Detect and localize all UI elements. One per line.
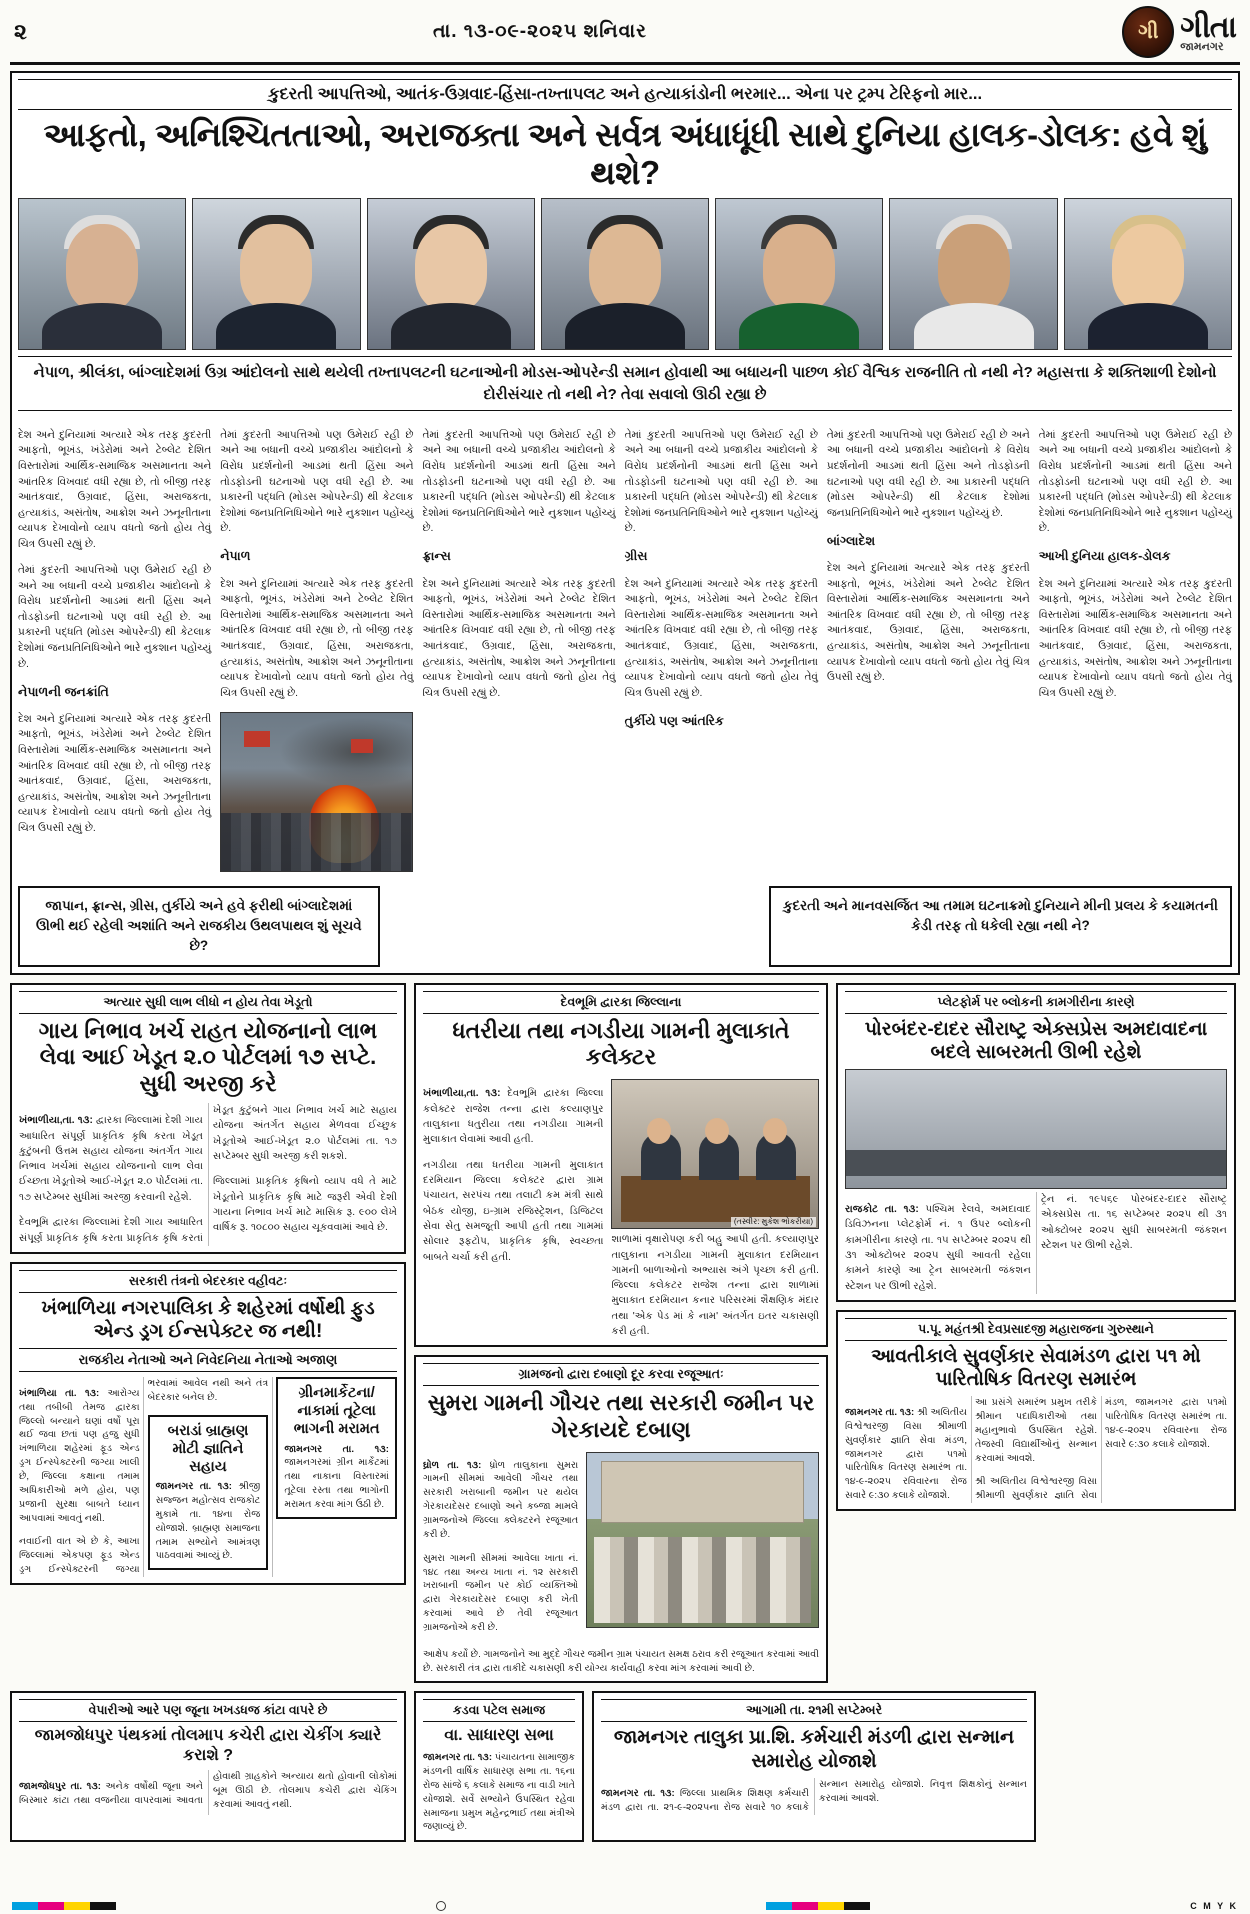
lead-para-3: દેશ અને દુનિયામાં અત્યારે એક તરફ કુદરતી આફતો, ભૂખંડ, ખંડેરોમાં અને ટેબ્લેટ દેશિત વિસ્તારોમાં આર્થિક-સમાજિક અસમાનતા અને આંતરિક વિખવાદ વધી રહ્યા છે, તો બીજી તરફ આતંકવાદ, ઉગ્રવાદ, હિંસા, અરાજકતા, હત્યાકાંડ, અસંતોષ, આક્રોશ અને ઝનૂનીતાના વ્યાપક દેખાવોનો વ્યાપ વધતો જતો હોય તેવું ચિત્ર ઉપસી રહ્યું છે. [18, 713, 212, 835]
portrait-india-leader [889, 198, 1057, 350]
devpashaji-para-3: શ્રી અલિતીય વિશ્વેશ્વરજી વિસા શ્રીમાળી સુવર્ણકાર જ્ઞાતિ સેવા મંડળ, જામનગર દ્વારા ૫૧મો પારિતોષિક વિતરણ સમારંભ તા. ૧૪-૯-૨૦૨૫ રવિવારના રોજ સવારે ૯:૩૦ કલાકે યોજાશે. [975, 1397, 1227, 1502]
article-jamnagar-taluka-award [592, 1691, 1036, 1842]
lead-quote-right: કુદરતી અને માનવસર્જિત આ તમામ ઘટનાક્રમો દુનિયાને મીની પ્રલય કે કયામતની કેડી તરફ તો ધકેલી રહ્યા નથી ને? [769, 886, 1232, 967]
jamjodhpur-body [19, 1770, 397, 1814]
lead-para-1: દેશ અને દુનિયામાં અત્યારે એક તરફ કુદરતી આફતો, ભૂખંડ, ખંડેરોમાં અને ટેબ્લેટ દેશિત વિસ્તારોમાં આર્થિક-સમાજિક અસમાનતા અને આંતરિક વિખવાદ વધી રહ્યા છે, તો બીજી તરફ આતંકવાદ, ઉગ્રવાદ, હિંસા, અરાજકતા, હત્યાકાંડ, અસંતોષ, આક્રોશ અને ઝનૂનીતાના વ્યાપક દેખાવોનો વ્યાપ વધતો જતો હોય તેવું ચિત્ર ઉપસી રહ્યું છે. [18, 429, 212, 551]
logo-title: ગીતા [1180, 10, 1236, 44]
lead-para-4: તેમાં કુદરતી આપત્તિઓ પણ ઉમેરાઈ રહી છે અને આ બધાની વચ્ચે પ્રજાકીય આંદોલનો કે વિરોધ પ્રદર્શનોની આડમાં થતી હિંસા અને તોડફોડની ઘટનાઓ પણ વધી રહી છે. આ પ્રકારની પદ્ધતિ (મોડસ ઓપરેન્ડી) થી કેટલાક દેશોમાં જનપ્રતિનિધિઓને ભારે નુકશાન પહોંચ્યું છે. [220, 429, 414, 535]
khambhaliya-body [19, 1377, 397, 1577]
khambhaliya-para-2: નવાઈની વાત એ છે કે, આખા જિલ્લામાં એકપણ ફૂડ એન્ડ ડ્રગ ઈન્સ્પેક્ટરની જગ્યા ભરવામાં આવેલ નથી અને તંત્ર બેદરકાર બનેલ છે. [19, 1378, 269, 1576]
dwarka-photo-credit: (તસ્વીર: મુકેશ ભોકરીયા) [731, 1217, 816, 1227]
sumra-para-3: આક્ષેપ કર્યો છે. ગામજનોને આ મુદ્દે ગૌચર જમીન ગ્રામ પંચાયત સમક્ષ ઠરાવ કરી રજૂઆત કરવામાં આવી છે. સરકારી તંત્ર દ્વારા તાકીદે ચકાસણી કરી યોગ્ય કાર્યવાહી કરવા માંગ કરવામાં આવી છે. [423, 1648, 819, 1674]
photo-sumra-villagers [586, 1452, 819, 1628]
sadharan-body [423, 1751, 575, 1834]
lead-para-6: તેમાં કુદરતી આપત્તિઓ પણ ઉમેરાઈ રહી છે અને આ બધાની વચ્ચે પ્રજાકીય આંદોલનો કે વિરોધ પ્રદર્શનોની આડમાં થતી હિંસા અને તોડફોડની ઘટનાઓ પણ વધી રહી છે. આ પ્રકારની પદ્ધતિ (મોડસ ઓપરેન્ડી) થી કેટલાક દેશોમાં જનપ્રતિનિધિઓને ભારે નુકશાન પહોંચ્યું છે. [422, 429, 616, 535]
porbandar-para-2: ટ્રેન નં. ૧૯૫૬૯ પોરબંદર-દાદર સૌરાષ્ટ્ર એક્સપ્રેસ તા. ૧૬ સપ્ટેમ્બર ૨૦૨૫ થી ૩૧ ઓક્ટોબર ૨૦૨૫ સુધી સાબરમતી જંકશન સ્ટેશન પર ઊભી રહેશે. [1041, 1193, 1227, 1251]
jamjodhpur-dateline: જામજોધપુર તા. ૧૩: [19, 1781, 101, 1793]
cmyk-label: C M Y K [1190, 1901, 1238, 1911]
article-dwarka-collector [414, 983, 828, 1348]
logo-subtitle: જામનગર [1180, 40, 1224, 53]
barad-headline: બરાડાં બ્રાહ્મણ મોટી જ્ઞાતિને સહાય [167, 1422, 249, 1475]
sumra-body-left [423, 1449, 578, 1645]
taluka-award-dateline: જામનગર તા. ૧૩: [601, 1788, 675, 1800]
logo-emblem-icon: ગી [1122, 6, 1174, 58]
jamjodhpur-kicker: વેપારીઓ આરે પણ જૂના ખખડધજ કાંટા વાપરે છે [19, 1699, 397, 1722]
devpashaji-headline: આવતીકાલે સુવર્ણકાર સેવામંડળ દ્વારા ૫૧ મો પારિતોષિક વિતરણ સમારંભ [871, 1345, 1201, 1391]
portrait-japan-leader [192, 198, 360, 350]
lead-para-9: દેશ અને દુનિયામાં અત્યારે એક તરફ કુદરતી આફતો, ભૂખંડ, ખંડેરોમાં અને ટેબ્લેટ દેશિત વિસ્તારોમાં આર્થિક-સમાજિક અસમાનતા અને આંતરિક વિખવાદ વધી રહ્યા છે, તો બીજી તરફ આતંકવાદ, ઉગ્રવાદ, હિંસા, અરાજકતા, હત્યાકાંડ, અસંતોષ, આક્રોશ અને ઝનૂનીતાના વ્યાપક દેખાવોનો વ્યાપ વધતો જતો હોય તેવું ચિત્ર ઉપસી રહ્યું છે. [624, 578, 818, 699]
dwarka-kicker: દેવભૂમિ દ્વારકા જિલ્લાના [423, 991, 819, 1014]
column-middle [414, 983, 828, 1684]
dwarka-para-1: દેવભૂમિ દ્વારકા જિલ્લા કલેક્ટર રાજેશ તન્ના દ્વારા કલ્યાણપુર તાલુકાના ધતુરીયા તથા નગડીયા ગામની મુલાકાત લેવામાં આવી હતી. [423, 1088, 604, 1146]
greenkanta-dateline: જામનગર તા. ૧૩: [284, 1443, 389, 1455]
middle-section [10, 983, 1240, 1684]
porbandar-para-1: પશ્ચિમ રેલવે, અમદાવાદ ડિવિઝનના પ્લેટફોર્મ નં. ૧ ઉપર બ્લોકની કામગીરીના કારણે તા. ૧૫ સપ્ટેમ્બર ૨૦૨૫ થી ૩૧ ઓક્ટોબર ૨૦૨૫ સુધી આવતી રહેલા કામને કારણે આ ટ્રેન સાબરમતી જંકશન સ્ટેશન પર ઊભી રહેશે. [845, 1204, 1031, 1292]
lead-quote-row [18, 880, 1232, 967]
dwarka-headline: ધતરીયા તથા નગડીયા ગામની મુલાકાતે કલેક્ટર [452, 1017, 790, 1070]
masthead-logo [1006, 6, 1236, 58]
porbandar-body [845, 1192, 1227, 1294]
portrait-nepal-leader [18, 198, 186, 350]
lead-para-11: દેશ અને દુનિયામાં અત્યારે એક તરફ કુદરતી આફતો, ભૂખંડ, ખંડેરોમાં અને ટેબ્લેટ દેશિત વિસ્તારોમાં આર્થિક-સમાજિક અસમાનતા અને આંતરિક વિખવાદ વધી રહ્યા છે, તો બીજી તરફ આતંકવાદ, ઉગ્રવાદ, હિંસા, અરાજકતા, હત્યાકાંડ, અસંતોષ, આક્રોશ અને ઝનૂનીતાના વ્યાપક દેખાવોનો વ્યાપ વધતો જતો હોય તેવું ચિત્ર ઉપસી રહ્યું છે. [826, 562, 1030, 684]
lead-kicker: કુદરતી આપત્તિઓ, આતંક-ઉગ્રવાદ-હિંસા-તખ્તાપલટ અને હત્યાકાંડોની ભરમાર... એના પર ટ્રમ્પ ટેરિફનો માર... [18, 79, 1232, 110]
cow-subsidy-para-1: દ્વારકા જિલ્લામાં દેશી ગાય આધારિત સંપૂર્ણ પ્રાકૃતિક કૃષિ કરતા ખેડૂત કુટુંબની ઉત્તમ સહાય યોજના અંતર્ગત ગાય નિભાવ ખર્ચમાં સહાય યોજનાનો લાભ લેવા ઈચ્છતા ખેડૂતોએ આઈ-ખેડૂત ૨.૦ પોર્ટલમાં તા. ૧૭ સપ્ટેમ્બર સુધીમાં અરજી કરવાની રહેશે. [19, 1115, 203, 1203]
article-greenkanta-bridge [276, 1377, 397, 1519]
cow-subsidy-para-3: જિલ્લામાં પ્રાકૃતિક કૃષિનો વ્યાપ વધે તે માટે ખેડૂતોને પ્રાકૃતિક કૃષિ માટે જરૂરી એવી દેશી ગાયના નિભાવ ખર્ચ માટે માસિક રૂ. ૯૦૦ લેખે વાર્ષિક રૂ. ૧૦૮૦૦ સહાય ચૂકવવામાં આવે છે. [213, 1176, 397, 1234]
article-porbandar-express [836, 983, 1236, 1302]
dwarka-dateline: ખંભાળીયા,તા. ૧૩: [423, 1088, 501, 1100]
porbandar-headline: પોરબંદર-દાદર સૌરાષ્ટ્ર એક્સપ્રેસ અમદાવાદના બદલે સાબરમતી ઊભી રહેશે [864, 1018, 1208, 1063]
devpashaji-para-1: શ્રી અલિતીય વિશ્વેશ્વરજી વિસા શ્રીમાળી સુવર્ણકાર જ્ઞાતિ સેવા મંડળ, જામનગર દ્વારા ૫૧મો પારિતોષિક વિતરણ સમારંભ તા. ૧૪-૯-૨૦૨૫ રવિવારના રોજ સવારે ૯:૩૦ કલાકે યોજાશે. [845, 1406, 968, 1502]
taluka-award-kicker: આગામી તા. ૨૧મી સપ્ટેમ્બરે [601, 1699, 1027, 1722]
barad-body: શ્રીજી સજ્જન મહોત્સવ રાજકોટ મુકામે તા. ૧૪ના રોજ યોજાશે. બ્રાહ્મણ સમાજના તમામ સભ્યોને આમંત્રણ પાઠવવામાં આવ્યું છે. [155, 1480, 261, 1562]
sumra-para-2: સુમરા ગામની સીમમાં આવેલા ખાતા નં. ૧૪૮ તથા અન્ય ખાતા નં. ૧૨ સરકારી ખરાબાની જમીન પર કોઈ વ્યક્તિઓ દ્વારા ગેરકાયદેસર દબાણ કરી ખેતી કરવામાં આવે છે તેવી રજૂઆત ગ્રામજનોએ કરી છે. [423, 1552, 579, 1634]
jamjodhpur-para-1: અનેક વર્ષોથી જૂના અને બિસ્માર કાંટા તથા વજનીયા વાપરવામાં આવતા હોવાથી ગ્રાહકોને અન્યાય થતો હોવાની લોકોમાં બૂમ ઊઠી છે. તોલમાપ કચેરી દ્વારા ચેકિંગ કરવામાં આવતું નથી. [19, 1771, 397, 1811]
sumra-headline: સુમરા ગામની ગૌચર તથા સરકારી જમીન પર ગેરકાયદે દબાણ [427, 1390, 815, 1443]
subheading-bangladesh: બાંગ્લાદેશ [826, 533, 876, 548]
portrait-france-leader [367, 198, 535, 350]
khambhaliya-kicker: સરકારી તંત્રનો બેદરકાર વહીવટઃ [19, 1270, 397, 1293]
article-sadharan-sabha [414, 1691, 584, 1842]
sadharan-dateline: જામનગર તા. ૧૩: [423, 1751, 493, 1763]
greenkanta-headline: ગ્રીનમાર્કેટના/નાકામાં તૂટેલા ભાગની મરામત [293, 1385, 380, 1438]
devpashaji-dateline: જામનગર તા. ૧૩: [845, 1406, 915, 1418]
sumra-kicker: ગ્રામજનો દ્વારા દબાણો દૂર કરવા રજૂઆતઃ [423, 1363, 819, 1386]
article-sumra-village [414, 1355, 828, 1683]
lead-quote-left: જાપાન, ફ્રાન્સ, ગ્રીસ, તુર્કીયે અને હવે ફરીથી બાંગ્લાદેશમાં ઊભી થઈ રહેલી અશાંતિ અને રાજકીય ઉથલપાથલ શું સૂચવે છે? [18, 886, 380, 967]
article-khambhaliya-inspector [10, 1262, 406, 1585]
column-left [10, 983, 406, 1684]
masthead [10, 6, 1240, 65]
sadharan-para-1: પંચાયતના સામાજીક મંડળની વાર્ષિક સાધારણ સભા તા. ૧૬ના રોજ સાંજે ૬ કલાકે સમાજ ના વાડી ખાતે યોજાશે. સર્વે સભ્યોને ઉપસ્થિત રહેવા સમાજના પ્રમુખ મહેન્દ્રભાઈ તથા મંત્રીએ જણાવ્યું છે. [423, 1751, 575, 1833]
portrait-usa-leader [1064, 198, 1232, 350]
subheading-turkey: તુર્કીયે પણ આંતરિક [624, 713, 724, 728]
cow-subsidy-dateline: ખંભાળીયા,તા. ૧૩: [19, 1115, 93, 1127]
registration-mark-icon [436, 1901, 446, 1911]
photo-railway-platform [845, 1069, 1227, 1189]
masthead-date: તા. ૧૩-૦૯-૨૦૨૫ શનિવાર [432, 21, 648, 42]
lead-column-2 [220, 417, 413, 875]
column-right [836, 983, 1236, 1684]
khambhaliya-para-1: આરોગ્ય તથા તબીબી તેમજ દ્વારકા જિલ્લો બન્યાને ઘણાં વર્ષો પૂરા થઈ જવા છતાં પણ હજુ સુધી ખંભાળિયા શહેરમાં ફૂડ એન્ડ ડ્રગ ઈન્સ્પેક્ટરની જગ્યા ખાલી છે, જિલ્લા કક્ષાના તમામ અધિકારીઓ મળે હોય, પણ પ્રજાની સુરક્ષા બાબતે ધ્યાન આપવામાં આવતું નથી. [19, 1387, 140, 1524]
article-jamjodhpur-weights [10, 1691, 406, 1842]
page-number: ૨ [14, 19, 27, 44]
photo-collector-meeting [611, 1079, 819, 1229]
lead-column-5 [827, 417, 1030, 875]
lead-column-6 [1039, 417, 1232, 875]
taluka-award-para-1: જિલ્લા પ્રાથમિક શિક્ષણ કર્મચારી મંડળ દ્વારા તા. ૨૧-૯-૨૦૨૫ના રોજ સવારે ૧૦ કલાકે સન્માન સમારોહ યોજાશે. નિવૃત્ત શિક્ષકોનું સન્માન કરવામાં આવશે. [601, 1778, 1027, 1814]
lead-para-5: દેશ અને દુનિયામાં અત્યારે એક તરફ કુદરતી આફતો, ભૂખંડ, ખંડેરોમાં અને ટેબ્લેટ દેશિત વિસ્તારોમાં આર્થિક-સમાજિક અસમાનતા અને આંતરિક વિખવાદ વધી રહ્યા છે, તો બીજી તરફ આતંકવાદ, ઉગ્રવાદ, હિંસા, અરાજકતા, હત્યાકાંડ, અસંતોષ, આક્રોશ અને ઝનૂનીતાના વ્યાપક દેખાવોનો વ્યાપ વધતો જતો હોય તેવું ચિત્ર ઉપસી રહ્યું છે. [220, 578, 414, 699]
lead-story [10, 71, 1240, 975]
cow-subsidy-kicker: અત્યાર સુધી લાભ લીધો ન હોય તેવા ખેડૂતો [19, 991, 397, 1014]
porbandar-dateline: રાજકોટ તા. ૧૩: [845, 1204, 919, 1216]
lead-para-12: તેમાં કુદરતી આપત્તિઓ પણ ઉમેરાઈ રહી છે અને આ બધાની વચ્ચે પ્રજાકીય આંદોલનો કે વિરોધ પ્રદર્શનોની આડમાં થતી હિંસા અને તોડફોડની ઘટનાઓ પણ વધી રહી છે. આ પ્રકારની પદ્ધતિ (મોડસ ઓપરેન્ડી) થી કેટલાક દેશોમાં જનપ્રતિનિધિઓને ભારે નુકશાન પહોંચ્યું છે. [1038, 429, 1232, 535]
photo-nepal-protest [220, 712, 413, 872]
color-bars-right [766, 1902, 870, 1910]
lead-portrait-row [18, 198, 1232, 350]
khambhaliya-headline: ખંભાળિયા નગરપાલિકા કે શહેરમાં વર્ષોથી ફુડ એન્ડ ડ્રગ ઈન્સપેક્ટર જ નથી! [41, 1297, 375, 1342]
lead-column-3 [422, 417, 615, 875]
lead-para-13: દેશ અને દુનિયામાં અત્યારે એક તરફ કુદરતી આફતો, ભૂખંડ, ખંડેરોમાં અને ટેબ્લેટ દેશિત વિસ્તારોમાં આર્થિક-સમાજિક અસમાનતા અને આંતરિક વિખવાદ વધી રહ્યા છે, તો બીજી તરફ આતંકવાદ, ઉગ્રવાદ, હિંસા, અરાજકતા, હત્યાકાંડ, અસંતોષ, આક્રોશ અને ઝનૂનીતાના વ્યાપક દેખાવોનો વ્યાપ વધતો જતો હોય તેવું ચિત્ર ઉપસી રહ્યું છે. [1038, 578, 1232, 699]
khambhaliya-subhead: રાજકીય નેતાઓ અને નિવેદનિયા નેતાઓ અજાણ [19, 1348, 397, 1372]
article-barad-brahmin [148, 1415, 269, 1571]
bottom-section [10, 1691, 1240, 1842]
print-registration-bar [0, 1900, 1250, 1912]
subheading-greece: ગ્રીસ [624, 549, 648, 564]
dwarka-para-3: શાળામાં વૃક્ષારોપણ કરી બહુ આપી હતી. કલ્યાણપુર તાલુકાના નગડીયા ગામની મુલાકાત દરમિયાન ગામની બાળાઓનો અભ્યાસ અંગે પૃચ્છા કરી હતી. જિલ્લા કલેકટર રાજેશ તન્ના દ્વારા શાળામાં મુલાકાત દરમિયાન કનાર પરિસરમાં શૈક્ષણિક મંદાર તથા 'એક પેડ માં કે નામ' અંતર્ગત ઇતર ચકાસણી કરી હતી. [611, 1234, 819, 1338]
lead-para-2: તેમાં કુદરતી આપત્તિઓ પણ ઉમેરાઈ રહી છે અને આ બધાની વચ્ચે પ્રજાકીય આંદોલનો કે વિરોધ પ્રદર્શનોની આડમાં થતી હિંસા અને તોડફોડની ઘટનાઓ પણ વધી રહી છે. આ પ્રકારની પદ્ધતિ (મોડસ ઓપરેન્ડી) થી કેટલાક દેશોમાં જનપ્રતિનિધિઓને ભારે નુકશાન પહોંચ્યું છે. [18, 565, 212, 670]
portrait-bangladesh-leader [715, 198, 883, 350]
subheading-nepal: નેપાળ [220, 549, 251, 564]
jamjodhpur-headline: જામજોધપુર પંથકમાં તોલમાપ કચેરી દ્વારા ચેકીંગ ક્યારે કરાશે ? [34, 1727, 382, 1764]
sumra-dateline: ઘ્રોળ તા. ૧૩: [423, 1459, 482, 1471]
lead-para-8: તેમાં કુદરતી આપત્તિઓ પણ ઉમેરાઈ રહી છે અને આ બધાની વચ્ચે પ્રજાકીય આંદોલનો કે વિરોધ પ્રદર્શનોની આડમાં થતી હિંસા અને તોડફોડની ઘટનાઓ પણ વધી રહી છે. આ પ્રકારની પદ્ધતિ (મોડસ ઓપરેન્ડી) થી કેટલાક દેશોમાં જનપ્રતિનિધિઓને ભારે નુકશાન પહોંચ્યું છે. [624, 429, 818, 535]
cow-subsidy-body [19, 1103, 397, 1246]
article-devpashaji-award [836, 1310, 1236, 1511]
lead-column-4 [625, 417, 818, 875]
subheading-france: ફ્રાન્સ [422, 549, 451, 564]
portrait-turkey-leader [541, 198, 709, 350]
sumra-para-1: ધ્રોળ તાલુકાના સુમરા ગામની સીમમાં આવેલી ગૌચર તથા સરકારી ખરાબાની જમીન પર થયેલ ગેરકાયદેસર દબાણો અને કબ્જા મામલે ગ્રામજનોએ જિલ્લા ક્લેક્ટરને રજૂઆત કરી છે. [423, 1459, 579, 1541]
color-bars-left [12, 1902, 116, 1910]
lead-column-1 [18, 417, 211, 875]
taluka-award-body [601, 1778, 1027, 1815]
devpashaji-body [845, 1396, 1227, 1503]
lead-headline: આફતો, અનિશ્ચિતતાઓ, અરાજક્તા અને સર્વત્ર અંધાધૂંધી સાથે દુનિયા હાલક-ડોલક: હવે શું થશે? [43, 116, 1207, 191]
sadharan-kicker: કડવા પટેલ સમાજ [423, 1699, 575, 1722]
lead-para-10: તેમાં કુદરતી આપત્તિઓ પણ ઉમેરાઈ રહી છે અને આ બધાની વચ્ચે પ્રજાકીય આંદોલનો કે વિરોધ પ્રદર્શનોની આડમાં થતી હિંસા અને તોડફોડની ઘટનાઓ પણ વધી રહી છે. આ પ્રકારની પદ્ધતિ (મોડસ ઓપરેન્ડી) થી કેટલાક દેશોમાં જનપ્રતિનિધિઓને ભારે નુકશાન પહોંચ્યું છે. [826, 429, 1030, 519]
cow-subsidy-para-2: દેવભૂમિ દ્વારકા જિલ્લામાં દેશી ગાય આધારિત સંપૂર્ણ પ્રાકૃતિક કૃષિ કરતા પ્રાકૃતિક કૃષિ કરતાં ખેડૂત કુટુંબને ગાય નિભાવ ખર્ચ માટે સહાય યોજના અંતર્ગત સહાય મેળવવા ઈચ્છુક ખેડૂતોએ આઈ-ખેડૂત ૨.૦ પોર્ટલમાં તા. ૧૭ સપ્ટેમ્બર સુધી અરજી કરી શકશે. [19, 1105, 397, 1244]
subheading-nepal-crisis: નેપાળની જનક્રાંતિ [18, 684, 109, 699]
article-cow-subsidy [10, 983, 406, 1254]
greenkanta-body: જામનગરમાં ગ્રીન માર્કેટમાં તથા નાકાના વિસ્તારમાં તૂટેલા રસ્તા તથા ભાગોની મરામત કરવા માંગ ઉઠી છે. [284, 1457, 389, 1511]
khambhaliya-dateline: ખંભાળિયા તા. ૧૩: [19, 1387, 100, 1399]
dwarka-para-2: નગડીયા તથા ધતરીયા ગામની મુલાકાત દરમિયાન જિલ્લા કલેક્ટર દ્વારા ગ્રામ પંચાયત, સરપંચ તથા તલાટી કમ મંત્રી સાથે બેઠક યોજી, ઇ-ગ્રામ રજિસ્ટ્રેશન, ડિજિટલ સેવા સેતુ સમજૂતી આપી હતી તથા ગામમાં સોલાર રૂફટોપ, પ્રાકૃતિક કૃષિ, સ્વચ્છતા બાબતે ચર્ચા કરી હતી. [423, 1159, 604, 1263]
subheading-world-unstable: આખી દુનિયા હાલક-ડોલક [1038, 549, 1171, 564]
porbandar-kicker: પ્લેટફોર્મ પર બ્લોકની કામગીરીના કારણે [845, 991, 1227, 1014]
barad-dateline: જામનગર તા. ૧૩: [155, 1480, 232, 1492]
lead-para-7: દેશ અને દુનિયામાં અત્યારે એક તરફ કુદરતી આફતો, ભૂખંડ, ખંડેરોમાં અને ટેબ્લેટ દેશિત વિસ્તારોમાં આર્થિક-સમાજિક અસમાનતા અને આંતરિક વિખવાદ વધી રહ્યા છે, તો બીજી તરફ આતંકવાદ, ઉગ્રવાદ, હિંસા, અરાજકતા, હત્યાકાંડ, અસંતોષ, આક્રોશ અને ઝનૂનીતાના વ્યાપક દેખાવોનો વ્યાપ વધતો જતો હોય તેવું ચિત્ર ઉપસી રહ્યું છે. [422, 578, 616, 699]
devpashaji-kicker: પ.પૂ. મહંતશ્રી દેવપ્રસાદજી મહારાજના ગુરુસ્થાને [845, 1318, 1227, 1341]
cow-subsidy-headline: ગાય નિભાવ ખર્ચ રાહત યોજનાનો લાભ લેવા આઈ ખેડૂત ૨.૦ પોર્ટલમાં ૧૭ સપ્ટે. સુધી અરજી કરે [38, 1017, 378, 1097]
lead-subheadline: નેપાળ, શ્રીલંકા, બાંગ્લાદેશમાં ઉગ્ર આંદોલનો સાથે થયેલી તખ્તાપલટની ઘટનાઓની મોડસ-ઓપરેન્ડી સમાન હોવાથી આ બધાયની પાછળ કોઈ વૈશ્વિક રાજનીતિ તો નથી ને? મહાસત્તા કે શક્તિશાળી દેશોનો દોરીસંચાર તો નથી ને? તેવા સવાલો ઊઠી રહ્યા છે [18, 356, 1232, 412]
taluka-award-headline: જામનગર તાલુકા પ્રા.શિ. કર્મચારી મંડળી દ્વારા સન્માન સમારોહ યોજાશે [613, 1727, 1015, 1772]
lead-body-columns [18, 417, 1232, 875]
sadharan-headline: વા. સાધારણ સભા [444, 1727, 554, 1745]
devpashaji-para-2: આ પ્રસંગે સમારંભ પ્રમુખ તરીકે શ્રીમાન પદાધિકારીઓ તથા મહાનુભાવો ઉપસ્થિત રહેશે. તેજસ્વી વિદ્યાર્થીઓનું સન્માન કરવામાં આવશે. [975, 1397, 1097, 1464]
dwarka-body-left [423, 1076, 603, 1339]
